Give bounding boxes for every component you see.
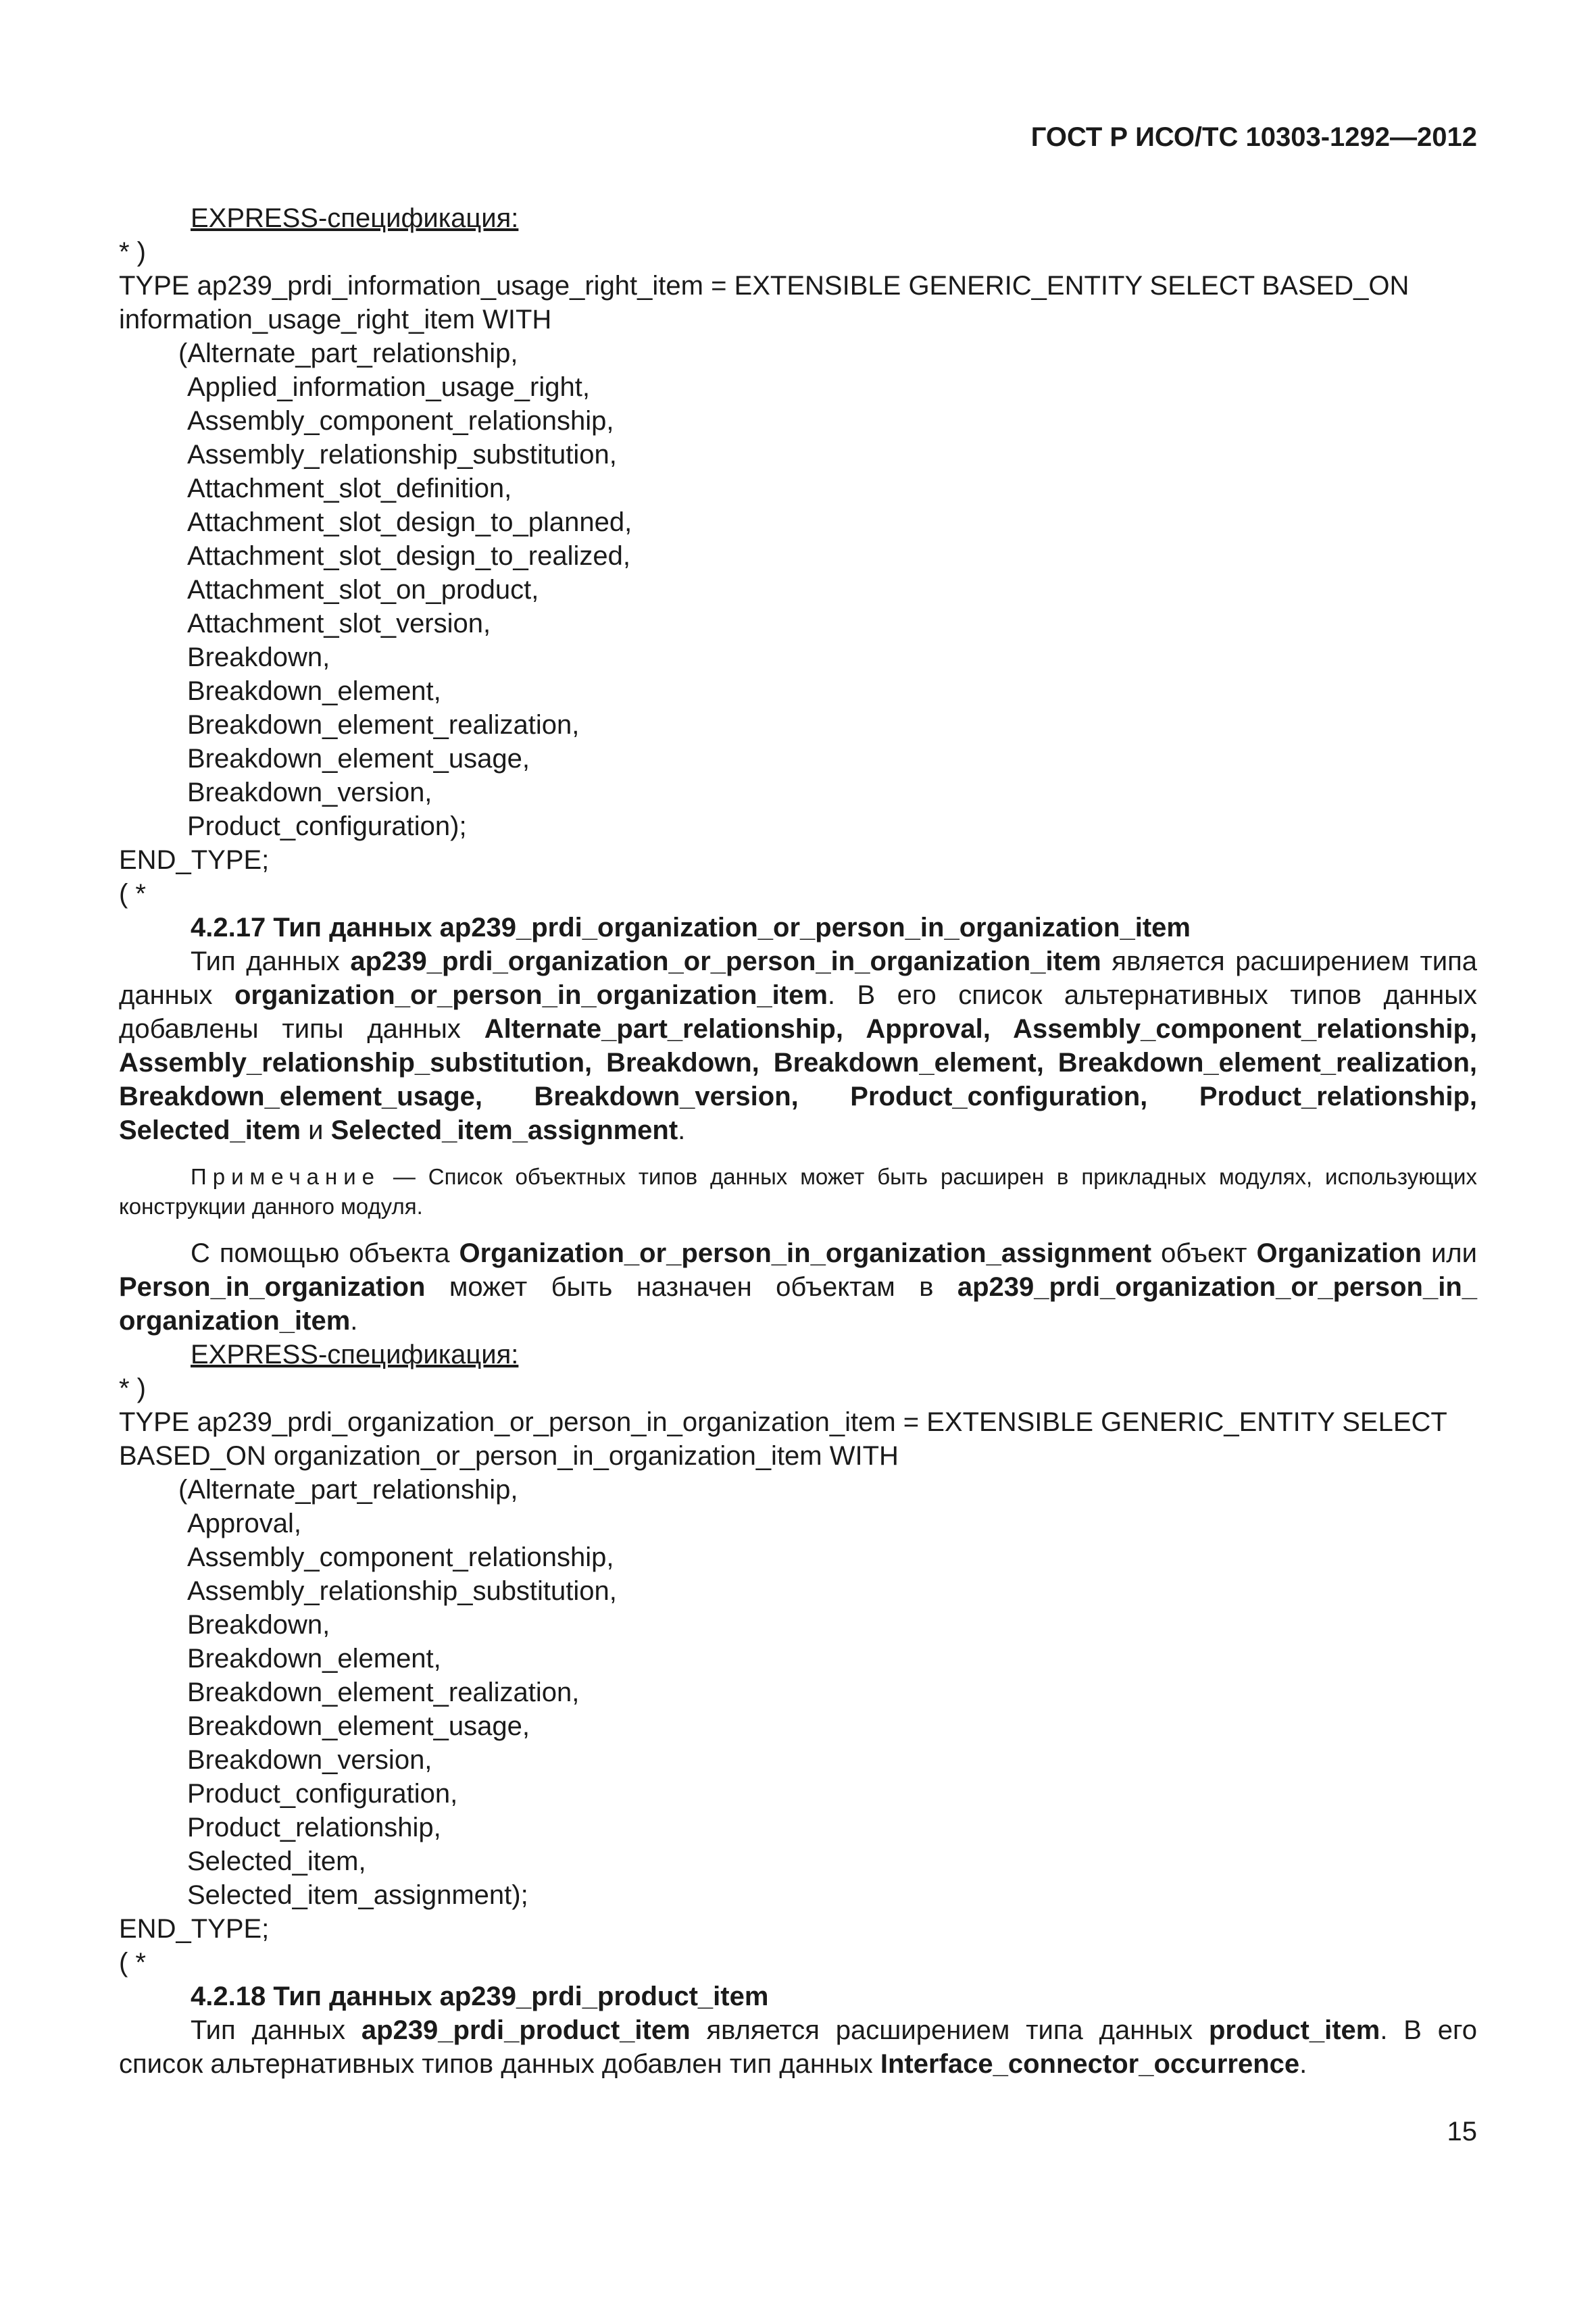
select-item: Selected_item, xyxy=(187,1846,366,1876)
text-run: Тип данных xyxy=(191,2015,361,2045)
text-run: С помощью объекта xyxy=(191,1238,459,1268)
select-item: Breakdown, xyxy=(187,1610,330,1640)
text-run: является расширением типа данных xyxy=(690,2015,1209,2045)
note-label: Примечание xyxy=(191,1164,381,1189)
select-item: Assembly_relationship_substitution, xyxy=(187,1576,617,1606)
end-type: END_TYPE; xyxy=(119,1914,270,1944)
page-number: 15 xyxy=(1447,2117,1477,2146)
text-run: . В его список альтернативных типов данных добавлены типы данных xyxy=(119,980,1477,1044)
text-run: или xyxy=(1421,1238,1477,1268)
comment-close: * ) xyxy=(119,1374,146,1403)
type-name: ap239_prdi_product_item xyxy=(361,2015,691,2045)
select-item: Breakdown_element_usage, xyxy=(187,744,530,774)
type-name: ap239_prdi_organization_or_person_in_organization_item xyxy=(350,947,1101,976)
express-spec-label: EXPRESS-спецификация: xyxy=(191,203,519,233)
select-item-list xyxy=(119,370,1477,843)
select-item: Breakdown_version, xyxy=(187,1745,432,1775)
type-list: Alternate_part_relationship, Approval, Assembly_component_relationship, Assembly_relationship_substitution, Breakdown, Breakdown_element, Breakdown_element_realization, Breakdown_element_usage, Breakdown_version, Product_configuration, Product_relationship, Selected_item xyxy=(119,1014,1477,1145)
note-text: — Список объектных типов данных может быть расширен в прикладных модулях, использующих конструкции данного модуля. xyxy=(119,1164,1477,1219)
select-item: Attachment_slot_on_product, xyxy=(187,575,539,605)
select-item: Product_relationship, xyxy=(187,1813,441,1842)
entity-name: Organization_or_person_in_organization_assignment xyxy=(459,1238,1152,1268)
select-item: Attachment_slot_design_to_planned, xyxy=(187,507,632,537)
comment-open: ( * xyxy=(119,879,146,909)
type-name: Interface_connector_occurrence xyxy=(880,2049,1300,2079)
text-run: . xyxy=(678,1115,686,1145)
paragraph xyxy=(119,2013,1477,2081)
select-item: Product_configuration); xyxy=(187,811,467,841)
select-item: Attachment_slot_version, xyxy=(187,609,491,638)
text-run: является расширением типа данных xyxy=(119,947,1478,1010)
select-item: Assembly_relationship_substitution, xyxy=(187,440,617,470)
paragraph xyxy=(119,1236,1477,1338)
select-item: Breakdown_element_usage, xyxy=(187,1711,530,1741)
select-item: (Alternate_part_relationship, xyxy=(178,338,518,368)
type-name: product_item xyxy=(1208,2015,1380,2045)
section-heading: 4.2.17 Тип данных ap239_prdi_organization_or_person_in_organization_item xyxy=(191,913,1191,942)
type-declaration-line: TYPE ap239_prdi_information_usage_right_item = EXTENSIBLE GENERIC_ENTITY SELECT BASED_ON xyxy=(119,271,1410,301)
select-item: Breakdown_element_realization, xyxy=(187,1678,580,1707)
type-declaration-line: BASED_ON organization_or_person_in_organization_item WITH xyxy=(119,1441,899,1471)
type-name: Selected_item_assignment xyxy=(330,1115,678,1145)
select-item: Product_configuration, xyxy=(187,1779,458,1809)
select-item: (Alternate_part_relationship, xyxy=(178,1475,518,1505)
select-item: Attachment_slot_design_to_realized, xyxy=(187,541,630,571)
select-item: Breakdown, xyxy=(187,643,330,672)
type-name: organization_or_person_in_organization_item xyxy=(234,980,828,1010)
text-run: . В его список альтернативных типов данных добавлен тип данных xyxy=(119,2015,1477,2079)
end-type: END_TYPE; xyxy=(119,845,270,875)
select-item: Breakdown_version, xyxy=(187,778,432,807)
entity-name: Person_in_organization xyxy=(119,1272,426,1302)
page-content xyxy=(119,201,1477,2081)
text-run: может быть назначен объектам в xyxy=(425,1272,957,1302)
section-heading: 4.2.18 Тип данных ap239_prdi_product_item xyxy=(191,1982,769,2011)
text-run: и xyxy=(301,1115,331,1145)
select-item: Attachment_slot_definition, xyxy=(187,474,512,503)
select-item: Breakdown_element_realization, xyxy=(187,710,580,740)
text-run: объект xyxy=(1151,1238,1257,1268)
entity-name: Organization xyxy=(1256,1238,1422,1268)
paragraph xyxy=(119,945,1477,1147)
select-item: Applied_information_usage_right, xyxy=(187,372,590,402)
select-item: Breakdown_element, xyxy=(187,1644,441,1674)
text-run: . xyxy=(1299,2049,1307,2079)
select-item: Assembly_component_relationship, xyxy=(187,1542,614,1572)
note xyxy=(119,1162,1477,1222)
comment-open: ( * xyxy=(119,1948,146,1978)
select-item-list xyxy=(119,1507,1477,1912)
standard-designation: ГОСТ Р ИСО/ТС 10303-1292—2012 xyxy=(1030,122,1477,152)
select-item: Approval, xyxy=(187,1509,301,1538)
express-spec-label: EXPRESS-спецификация: xyxy=(191,1340,519,1369)
type-name: ap239_prdi_organization_or_person_in_ organization_item xyxy=(119,1272,1477,1336)
comment-close: * ) xyxy=(119,237,146,267)
type-declaration-line: TYPE ap239_prdi_organization_or_person_in_organization_item = EXTENSIBLE GENERIC_ENTITY SELECT xyxy=(119,1407,1447,1437)
select-item: Breakdown_element, xyxy=(187,676,441,706)
select-item: Assembly_component_relationship, xyxy=(187,406,614,436)
select-item: Selected_item_assignment); xyxy=(187,1880,528,1910)
text-run: . xyxy=(350,1306,358,1336)
type-declaration-line: information_usage_right_item WITH xyxy=(119,305,552,334)
text-run: Тип данных xyxy=(191,947,351,976)
